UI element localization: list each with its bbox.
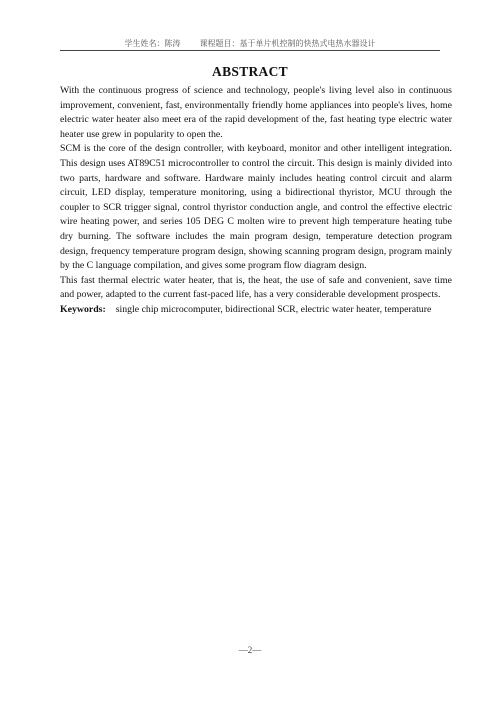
header-course-title: 课程题目：基于单片机控制的快热式电热水器设计 (199, 39, 376, 48)
keywords-text: single chip microcomputer, bidirectional SCR, electric water heater, temperature (115, 303, 432, 315)
abstract-paragraph-1: With the continuous progress of science and technology, people's living level also in continuous improvement, convenient, fast, environmentally friendly home appliances into people's lives, home electric water heater also meet era of the rapid development of the, fast heating type electric water heater use grew in popularity to open the. (60, 85, 452, 140)
abstract-paragraph-3: This fast thermal electric water heater, that is, the heat, the use of safe and convenient, save time and power, adapted to the current fast-paced life, has a very considerable development prospects. (60, 274, 452, 301)
header-student-name: 学生姓名：陈涛 (124, 39, 181, 48)
page-title: ABSTRACT (212, 64, 288, 79)
keywords-label: Keywords: (60, 303, 106, 315)
abstract-body (60, 84, 452, 318)
abstract-paragraph-2: SCM is the core of the design controller, with keyboard, monitor and other intelligent integration. This design uses AT89C51 microcontroller to control the circuit. This design is mainly divided into two parts, hardware and software. Hardware mainly includes heating control circuit and alarm circuit, LED display, temperature monitoring, using a bidirectional thyristor, MCU through the coupler to SCR trigger signal, control thyristor conduction angle, and control the effective electric wire heating power, and series 105 DEG C molten wire to prevent high temperature heating tube dry burning. The software includes the main program design, temperature detection program design, frequency temperature program design, showing scanning program design, program mainly by the C language compilation, and gives some program flow diagram design. (60, 143, 452, 272)
keywords-line (60, 303, 452, 318)
page-number: —2— (238, 645, 262, 655)
header-rule (60, 50, 440, 51)
running-header (60, 38, 440, 50)
